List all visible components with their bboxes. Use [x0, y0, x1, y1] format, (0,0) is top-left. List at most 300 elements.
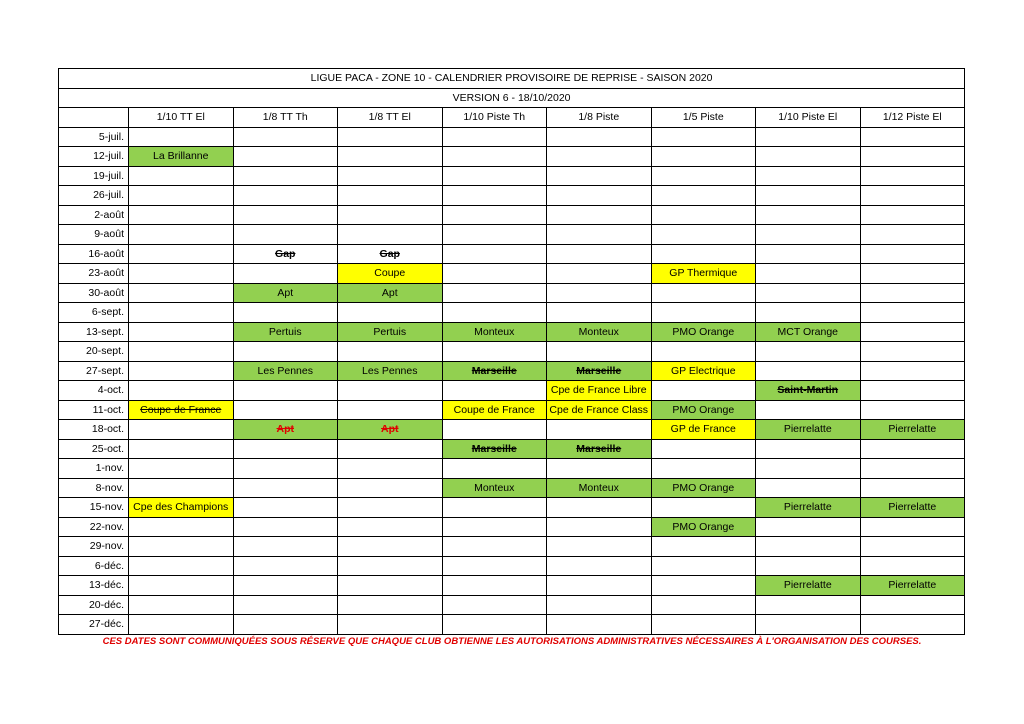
event-cell: [129, 537, 234, 557]
event-cell: [442, 147, 547, 167]
event-cell: [547, 595, 652, 615]
event-cell: [860, 283, 965, 303]
event-cell: [860, 303, 965, 323]
date-cell: 1-nov.: [59, 459, 129, 479]
table-row: [59, 264, 965, 284]
event-cell: [129, 283, 234, 303]
calendar-table: [58, 68, 965, 635]
event-cell: [338, 478, 443, 498]
event-cell: [233, 244, 338, 264]
event-cell: [442, 127, 547, 147]
event-cell: [860, 400, 965, 420]
cancelled-event-label: Gap: [379, 247, 400, 260]
event-cell: [547, 459, 652, 479]
event-label: Les Pennes: [257, 364, 313, 377]
event-cell: [651, 225, 756, 245]
event-cell: [338, 576, 443, 596]
event-cell: [756, 459, 861, 479]
event-cell: [547, 283, 652, 303]
event-cell: [129, 303, 234, 323]
table-row: [59, 556, 965, 576]
event-cell: [233, 186, 338, 206]
event-cell: [338, 595, 443, 615]
table-row: [59, 381, 965, 401]
table-row: [59, 283, 965, 303]
event-cell: [233, 322, 338, 342]
event-cell: [233, 381, 338, 401]
event-cell: [547, 517, 652, 537]
event-cell: [860, 459, 965, 479]
event-cell: [442, 595, 547, 615]
date-cell: 4-oct.: [59, 381, 129, 401]
event-cell: [442, 342, 547, 362]
event-cell: [547, 342, 652, 362]
event-cell: [547, 439, 652, 459]
date-cell: 19-juil.: [59, 166, 129, 186]
date-cell: 27-sept.: [59, 361, 129, 381]
date-cell: 23-août: [59, 264, 129, 284]
disclaimer-note: CES DATES SONT COMMUNIQUÉES SOUS RÉSERVE QUE CHAQUE CLUB OBTIENNE LES AUTORISATIONS ADMINISTRATIVES NÉCESSAIRES À L'ORGANISATION DES COURSES.: [102, 636, 922, 647]
event-cell: [756, 439, 861, 459]
event-cell: [756, 420, 861, 440]
date-cell: 2-août: [59, 205, 129, 225]
column-header: 1/10 Piste El: [756, 108, 861, 128]
event-cell: [860, 498, 965, 518]
event-cell: [233, 166, 338, 186]
event-cell: [338, 517, 443, 537]
date-cell: 27-déc.: [59, 615, 129, 635]
event-cell: [547, 244, 652, 264]
event-cell: [547, 420, 652, 440]
event-cell: [338, 127, 443, 147]
event-cell: [651, 517, 756, 537]
date-cell: 13-sept.: [59, 322, 129, 342]
event-cell: [651, 537, 756, 557]
event-cell: [756, 322, 861, 342]
event-cell: [442, 517, 547, 537]
event-cell: [129, 400, 234, 420]
event-cell: [547, 225, 652, 245]
event-label: Cpe de France Libre: [550, 384, 647, 397]
column-header: 1/10 TT El: [129, 108, 234, 128]
event-cell: [860, 244, 965, 264]
event-cell: [547, 556, 652, 576]
event-cell: [547, 127, 652, 147]
table-row: [59, 127, 965, 147]
date-cell: 16-août: [59, 244, 129, 264]
event-cell: [756, 576, 861, 596]
event-cell: [129, 186, 234, 206]
event-cell: [651, 322, 756, 342]
event-cell: [860, 595, 965, 615]
event-label: La Brillanne: [153, 150, 209, 163]
event-cell: [860, 186, 965, 206]
event-cell: [756, 342, 861, 362]
event-cell: [756, 147, 861, 167]
event-cell: [129, 225, 234, 245]
event-cell: [860, 439, 965, 459]
event-label: Coupe: [374, 267, 406, 280]
column-header: 1/8 TT Th: [233, 108, 338, 128]
event-cell: [860, 225, 965, 245]
event-cell: [860, 556, 965, 576]
event-cell: [233, 420, 338, 440]
event-label: Pierrelatte: [888, 423, 937, 436]
event-label: Monteux: [474, 325, 515, 338]
event-label: Pertuis: [268, 325, 302, 338]
event-cell: [651, 615, 756, 635]
event-label: Cpe de France Class: [549, 403, 649, 416]
event-label: GP Electrique: [670, 364, 736, 377]
event-cell: [651, 400, 756, 420]
event-cell: [860, 147, 965, 167]
table-row: [59, 478, 965, 498]
event-cell: [129, 322, 234, 342]
table-row: [59, 322, 965, 342]
event-cell: [129, 166, 234, 186]
event-cell: [129, 576, 234, 596]
event-cell: [442, 537, 547, 557]
event-cell: [860, 127, 965, 147]
calendar-sheet: [58, 68, 964, 635]
event-cell: [547, 205, 652, 225]
event-cell: [338, 498, 443, 518]
event-cell: [338, 147, 443, 167]
event-cell: [442, 420, 547, 440]
event-label: Cpe des Champions: [133, 501, 229, 514]
date-cell: 11-oct.: [59, 400, 129, 420]
event-cell: [860, 361, 965, 381]
event-cell: [129, 127, 234, 147]
event-cell: [129, 615, 234, 635]
event-cell: [338, 556, 443, 576]
event-cell: [651, 478, 756, 498]
event-label: Pierrelatte: [783, 579, 832, 592]
date-cell: 25-oct.: [59, 439, 129, 459]
event-cell: [442, 361, 547, 381]
event-cell: [651, 556, 756, 576]
event-label: Monteux: [578, 325, 619, 338]
event-cell: [233, 615, 338, 635]
table-row: [59, 342, 965, 362]
event-cell: [442, 225, 547, 245]
event-cell: [651, 342, 756, 362]
event-cell: [860, 576, 965, 596]
event-cell: [233, 127, 338, 147]
cancelled-event-label: Marseille: [576, 442, 622, 455]
date-cell: 15-nov.: [59, 498, 129, 518]
corner-cell: [59, 108, 129, 128]
event-cell: [651, 166, 756, 186]
event-cell: [338, 322, 443, 342]
date-cell: 26-juil.: [59, 186, 129, 206]
cancelled-event-label: Coupe de France: [140, 403, 222, 416]
event-cell: [233, 283, 338, 303]
table-row: [59, 166, 965, 186]
event-cell: [756, 166, 861, 186]
event-cell: [338, 303, 443, 323]
table-row: [59, 576, 965, 596]
event-cell: [338, 400, 443, 420]
event-cell: [233, 439, 338, 459]
column-header: 1/5 Piste: [651, 108, 756, 128]
event-label: Apt: [277, 286, 294, 299]
event-cell: [233, 576, 338, 596]
event-cell: [547, 615, 652, 635]
event-cell: [129, 342, 234, 362]
event-cell: [442, 615, 547, 635]
event-cell: [756, 595, 861, 615]
event-cell: [442, 498, 547, 518]
event-cell: [233, 147, 338, 167]
event-cell: [547, 498, 652, 518]
event-cell: [442, 576, 547, 596]
event-cell: [651, 420, 756, 440]
table-row: [59, 225, 965, 245]
event-cell: [233, 400, 338, 420]
event-cell: [547, 576, 652, 596]
event-cell: [651, 576, 756, 596]
column-header-row: [59, 108, 965, 128]
date-cell: 30-août: [59, 283, 129, 303]
event-cell: [338, 537, 443, 557]
event-cell: [338, 615, 443, 635]
event-cell: [547, 537, 652, 557]
event-label: MCT Orange: [777, 325, 838, 338]
version-label: VERSION 6 - 18/10/2020: [59, 88, 965, 108]
event-cell: [338, 225, 443, 245]
column-header: 1/12 Piste El: [860, 108, 965, 128]
event-label: GP Thermique: [669, 267, 738, 280]
event-cell: [442, 381, 547, 401]
event-cell: [651, 498, 756, 518]
event-cell: [129, 595, 234, 615]
event-cell: [547, 264, 652, 284]
event-cell: [338, 264, 443, 284]
event-cell: [651, 439, 756, 459]
event-cell: [860, 420, 965, 440]
event-cell: [860, 537, 965, 557]
event-cell: [651, 186, 756, 206]
event-cell: [233, 264, 338, 284]
table-row: [59, 361, 965, 381]
cancelled-event-label: Marseille: [471, 364, 517, 377]
table-row: [59, 517, 965, 537]
event-cell: [442, 186, 547, 206]
event-cell: [338, 439, 443, 459]
event-cell: [756, 615, 861, 635]
event-cell: [233, 225, 338, 245]
event-label: PMO Orange: [672, 403, 735, 416]
cancelled-event-label: Marseille: [576, 364, 622, 377]
event-cell: [442, 322, 547, 342]
event-cell: [860, 166, 965, 186]
event-cell: [860, 264, 965, 284]
event-cell: [442, 459, 547, 479]
event-cell: [547, 322, 652, 342]
cancelled-event-label: Gap: [275, 247, 296, 260]
event-label: Pertuis: [373, 325, 407, 338]
table-row: [59, 537, 965, 557]
table-row: [59, 615, 965, 635]
event-cell: [651, 303, 756, 323]
event-cell: [442, 264, 547, 284]
cancelled-event-label: Apt: [381, 423, 399, 436]
event-cell: [233, 478, 338, 498]
date-cell: 13-déc.: [59, 576, 129, 596]
event-cell: [233, 342, 338, 362]
event-cell: [756, 400, 861, 420]
event-cell: [233, 361, 338, 381]
table-row: [59, 205, 965, 225]
cancelled-event-label: Apt: [276, 423, 294, 436]
page-title: LIGUE PACA - ZONE 10 - CALENDRIER PROVISOIRE DE REPRISE - SAISON 2020: [59, 69, 965, 89]
event-cell: [756, 556, 861, 576]
event-cell: [860, 478, 965, 498]
column-header: 1/10 Piste Th: [442, 108, 547, 128]
event-cell: [547, 166, 652, 186]
table-row: [59, 459, 965, 479]
event-cell: [860, 342, 965, 362]
event-cell: [756, 381, 861, 401]
event-cell: [860, 322, 965, 342]
event-cell: [338, 420, 443, 440]
event-cell: [860, 381, 965, 401]
event-cell: [129, 498, 234, 518]
event-cell: [338, 166, 443, 186]
event-cell: [233, 205, 338, 225]
event-cell: [547, 400, 652, 420]
event-cell: [860, 205, 965, 225]
event-cell: [651, 381, 756, 401]
event-cell: [338, 381, 443, 401]
event-cell: [547, 381, 652, 401]
table-row: [59, 439, 965, 459]
date-cell: 6-sept.: [59, 303, 129, 323]
event-label: Pierrelatte: [888, 501, 937, 514]
event-cell: [338, 205, 443, 225]
event-cell: [338, 342, 443, 362]
event-cell: [233, 459, 338, 479]
table-row: [59, 244, 965, 264]
event-cell: [233, 537, 338, 557]
cancelled-event-label: Marseille: [471, 442, 517, 455]
event-cell: [442, 303, 547, 323]
event-cell: [129, 556, 234, 576]
event-cell: [651, 244, 756, 264]
event-cell: [756, 244, 861, 264]
table-row: [59, 186, 965, 206]
event-label: Pierrelatte: [783, 501, 832, 514]
event-cell: [547, 361, 652, 381]
event-cell: [756, 303, 861, 323]
event-cell: [651, 127, 756, 147]
table-row: [59, 400, 965, 420]
event-cell: [338, 361, 443, 381]
event-cell: [233, 595, 338, 615]
event-label: PMO Orange: [672, 481, 735, 494]
event-cell: [756, 186, 861, 206]
event-label: Coupe de France: [453, 403, 535, 416]
event-label: PMO Orange: [672, 325, 735, 338]
date-cell: 12-juil.: [59, 147, 129, 167]
event-cell: [756, 264, 861, 284]
event-cell: [338, 244, 443, 264]
event-label: Apt: [381, 286, 398, 299]
event-cell: [756, 127, 861, 147]
event-cell: [129, 264, 234, 284]
event-cell: [338, 186, 443, 206]
event-cell: [547, 478, 652, 498]
event-cell: [129, 361, 234, 381]
event-cell: [442, 205, 547, 225]
event-cell: [338, 283, 443, 303]
date-cell: 8-nov.: [59, 478, 129, 498]
event-cell: [651, 595, 756, 615]
date-cell: 6-déc.: [59, 556, 129, 576]
date-cell: 18-oct.: [59, 420, 129, 440]
event-cell: [129, 459, 234, 479]
event-cell: [651, 147, 756, 167]
table-row: [59, 595, 965, 615]
event-cell: [547, 303, 652, 323]
table-row: [59, 420, 965, 440]
event-cell: [756, 537, 861, 557]
event-label: Les Pennes: [362, 364, 418, 377]
event-cell: [129, 478, 234, 498]
date-cell: 20-déc.: [59, 595, 129, 615]
event-cell: [756, 478, 861, 498]
event-cell: [338, 459, 443, 479]
event-cell: [129, 420, 234, 440]
event-cell: [547, 147, 652, 167]
table-row: [59, 303, 965, 323]
date-cell: 29-nov.: [59, 537, 129, 557]
event-cell: [129, 517, 234, 537]
event-cell: [442, 400, 547, 420]
event-cell: [756, 225, 861, 245]
event-cell: [756, 283, 861, 303]
event-cell: [442, 244, 547, 264]
event-cell: [129, 205, 234, 225]
event-cell: [651, 264, 756, 284]
event-label: Pierrelatte: [888, 579, 937, 592]
date-cell: 9-août: [59, 225, 129, 245]
event-cell: [442, 478, 547, 498]
event-label: Monteux: [578, 481, 619, 494]
event-cell: [233, 498, 338, 518]
event-cell: [129, 381, 234, 401]
column-header: 1/8 Piste: [547, 108, 652, 128]
event-cell: [651, 205, 756, 225]
event-cell: [233, 517, 338, 537]
date-cell: 20-sept.: [59, 342, 129, 362]
event-label: GP de France: [670, 423, 736, 436]
event-cell: [651, 459, 756, 479]
cancelled-event-label: Saint-Martin: [777, 384, 839, 397]
event-cell: [442, 283, 547, 303]
event-cell: [860, 615, 965, 635]
date-cell: 5-juil.: [59, 127, 129, 147]
event-cell: [233, 556, 338, 576]
event-cell: [860, 517, 965, 537]
table-row: [59, 147, 965, 167]
event-label: Pierrelatte: [783, 423, 832, 436]
event-cell: [651, 361, 756, 381]
event-cell: [129, 439, 234, 459]
event-cell: [442, 166, 547, 186]
table-row: [59, 498, 965, 518]
